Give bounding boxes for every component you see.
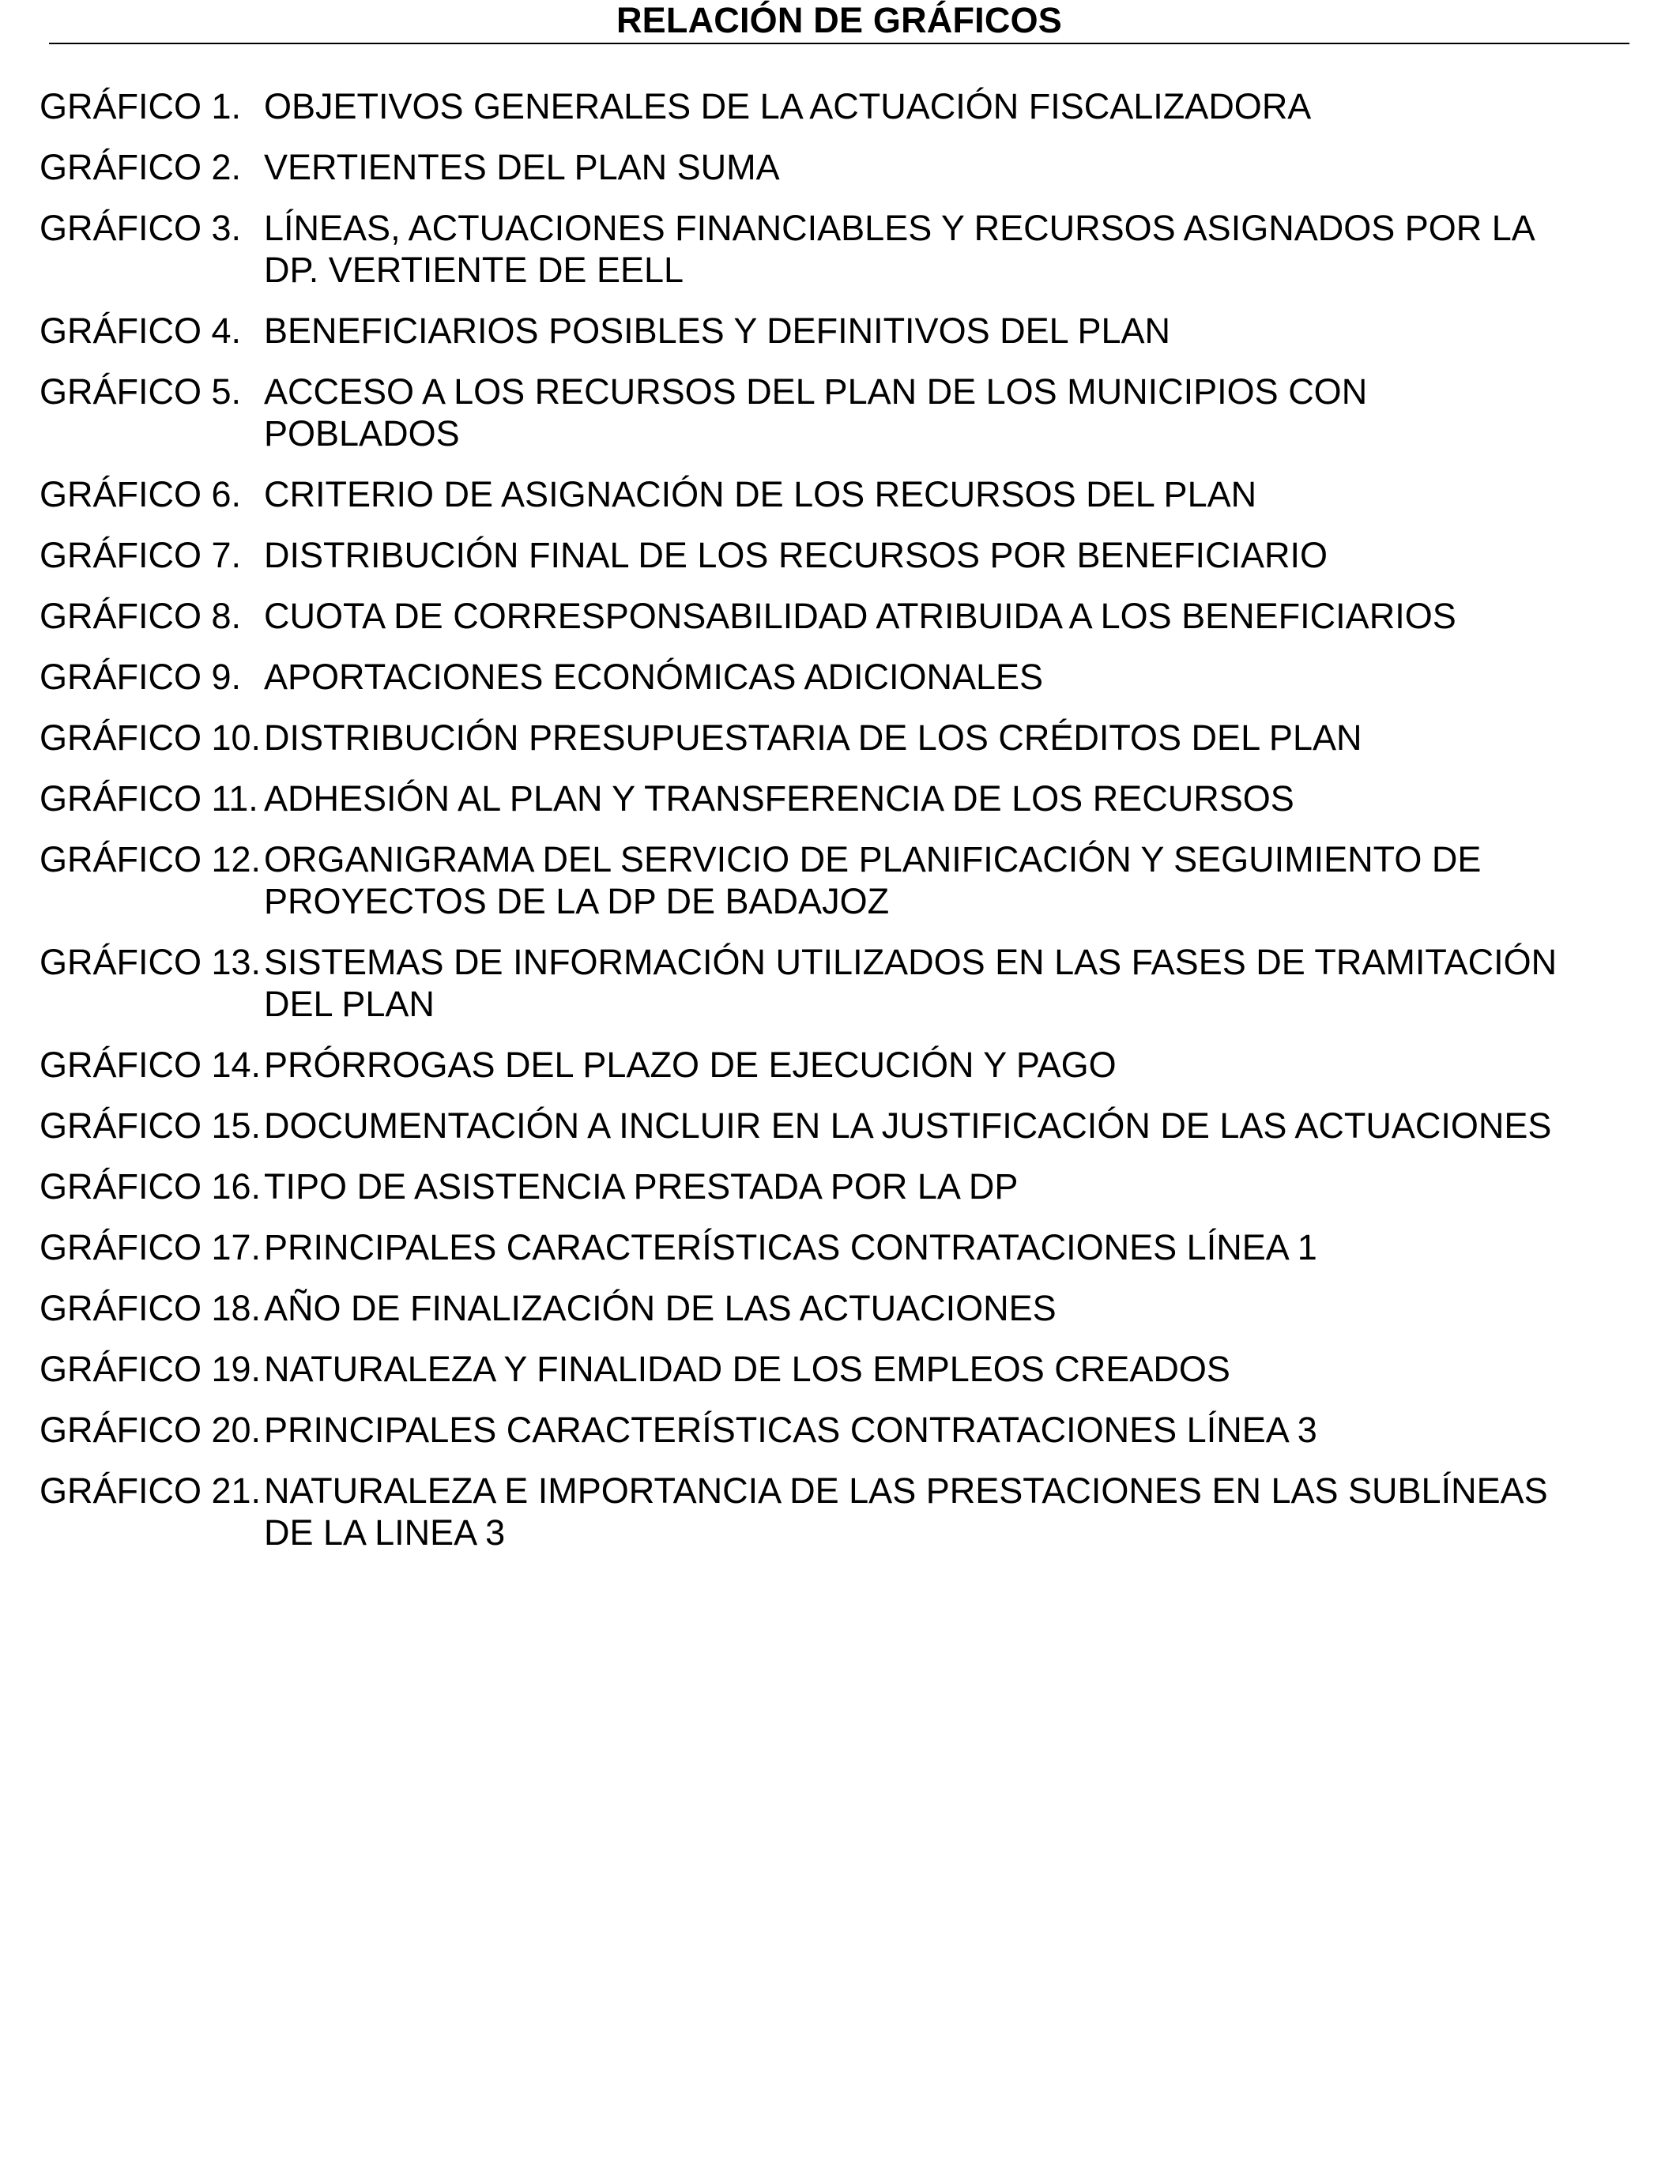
- figure-number: GRÁFICO 7.: [40, 535, 242, 575]
- list-item: [40, 1409, 1652, 1451]
- list-item: [40, 1348, 1652, 1390]
- figure-number: GRÁFICO 5.: [40, 371, 242, 412]
- list-item: [40, 207, 1652, 291]
- figure-title: DOCUMENTACIÓN A INCLUIR EN LA JUSTIFICACIÓN DE LAS ACTUACIONES: [264, 1105, 1552, 1146]
- title-underline: [49, 43, 1629, 44]
- figure-title: APORTACIONES ECONÓMICAS ADICIONALES: [264, 657, 1044, 697]
- figure-number: GRÁFICO 9.: [40, 657, 242, 697]
- list-item: [40, 778, 1652, 819]
- figure-number: GRÁFICO 21.: [40, 1470, 262, 1511]
- figure-title: BENEFICIARIOS POSIBLES Y DEFINITIVOS DEL PLAN: [264, 311, 1171, 351]
- list-item: [40, 1105, 1652, 1147]
- page-title: RELACIÓN DE GRÁFICOS: [616, 0, 1063, 40]
- figure-title: CRITERIO DE ASIGNACIÓN DE LOS RECURSOS DEL PLAN: [264, 474, 1257, 514]
- figure-number: GRÁFICO 8.: [40, 596, 242, 636]
- figure-number: GRÁFICO 2.: [40, 147, 242, 187]
- list-item: [40, 371, 1652, 454]
- figure-title: NATURALEZA Y FINALIDAD DE LOS EMPLEOS CREADOS: [264, 1349, 1230, 1389]
- figure-title: PRÓRROGAS DEL PLAZO DE EJECUCIÓN Y PAGO: [264, 1045, 1117, 1085]
- list-item: [40, 1226, 1652, 1268]
- figure-number: GRÁFICO 20.: [40, 1410, 262, 1450]
- figure-number: GRÁFICO 17.: [40, 1227, 262, 1267]
- figure-number: GRÁFICO 16.: [40, 1166, 262, 1207]
- figure-title: TIPO DE ASISTENCIA PRESTADA POR LA DP: [264, 1166, 1019, 1207]
- list-item: [40, 595, 1652, 637]
- list-item: [40, 146, 1652, 188]
- figure-title: PRINCIPALES CARACTERÍSTICAS CONTRATACIONES LÍNEA 3: [264, 1410, 1317, 1450]
- figure-title: DISTRIBUCIÓN PRESUPUESTARIA DE LOS CRÉDITOS DEL PLAN: [264, 717, 1362, 758]
- figure-number: GRÁFICO 3.: [40, 208, 242, 248]
- figure-title: PRINCIPALES CARACTERÍSTICAS CONTRATACIONES LÍNEA 1: [264, 1227, 1317, 1267]
- figure-number: GRÁFICO 1.: [40, 86, 242, 126]
- list-item: [40, 1044, 1652, 1086]
- figure-number: GRÁFICO 10.: [40, 717, 262, 758]
- figure-title: NATURALEZA E IMPORTANCIA DE LAS PRESTACIONES EN LAS SUBLÍNEAS DE LA LINEA 3: [264, 1470, 1548, 1553]
- figure-number: GRÁFICO 12.: [40, 839, 262, 879]
- list-item: [40, 1287, 1652, 1329]
- figure-number: GRÁFICO 19.: [40, 1349, 262, 1389]
- figure-number: GRÁFICO 6.: [40, 474, 242, 514]
- figure-number: GRÁFICO 15.: [40, 1105, 262, 1146]
- figure-title: CUOTA DE CORRESPONSABILIDAD ATRIBUIDA A LOS BENEFICIARIOS: [264, 596, 1456, 636]
- list-item: [40, 473, 1652, 515]
- figure-number: GRÁFICO 18.: [40, 1288, 262, 1328]
- figure-title: SISTEMAS DE INFORMACIÓN UTILIZADOS EN LAS FASES DE TRAMITACIÓN DEL PLAN: [264, 942, 1558, 1024]
- figure-index-list: [40, 85, 1652, 1572]
- list-item: [40, 656, 1652, 698]
- figure-title: ORGANIGRAMA DEL SERVICIO DE PLANIFICACIÓN Y SEGUIMIENTO DE PROYECTOS DE LA DP DE BADAJOZ: [264, 839, 1482, 921]
- list-item: [40, 941, 1652, 1025]
- list-item: [40, 838, 1652, 922]
- list-item: [40, 717, 1652, 759]
- figure-title: ADHESIÓN AL PLAN Y TRANSFERENCIA DE LOS RECURSOS: [264, 778, 1294, 819]
- list-item: [40, 534, 1652, 576]
- figure-title: DISTRIBUCIÓN FINAL DE LOS RECURSOS POR BENEFICIARIO: [264, 535, 1328, 575]
- figure-number: GRÁFICO 13.: [40, 942, 262, 982]
- list-item: [40, 1470, 1652, 1553]
- figure-title: AÑO DE FINALIZACIÓN DE LAS ACTUACIONES: [264, 1288, 1057, 1328]
- list-item: [40, 85, 1652, 127]
- list-item: [40, 310, 1652, 352]
- figure-number: GRÁFICO 11.: [40, 778, 258, 819]
- figure-title: ACCESO A LOS RECURSOS DEL PLAN DE LOS MUNICIPIOS CON POBLADOS: [264, 371, 1368, 454]
- figure-title: LÍNEAS, ACTUACIONES FINANCIABLES Y RECURSOS ASIGNADOS POR LA DP. VERTIENTE DE EELL: [264, 208, 1534, 290]
- figure-title: VERTIENTES DEL PLAN SUMA: [264, 147, 780, 187]
- figure-number: GRÁFICO 4.: [40, 311, 242, 351]
- list-item: [40, 1165, 1652, 1207]
- figure-number: GRÁFICO 14.: [40, 1045, 262, 1085]
- figure-title: OBJETIVOS GENERALES DE LA ACTUACIÓN FISCALIZADORA: [264, 86, 1312, 126]
